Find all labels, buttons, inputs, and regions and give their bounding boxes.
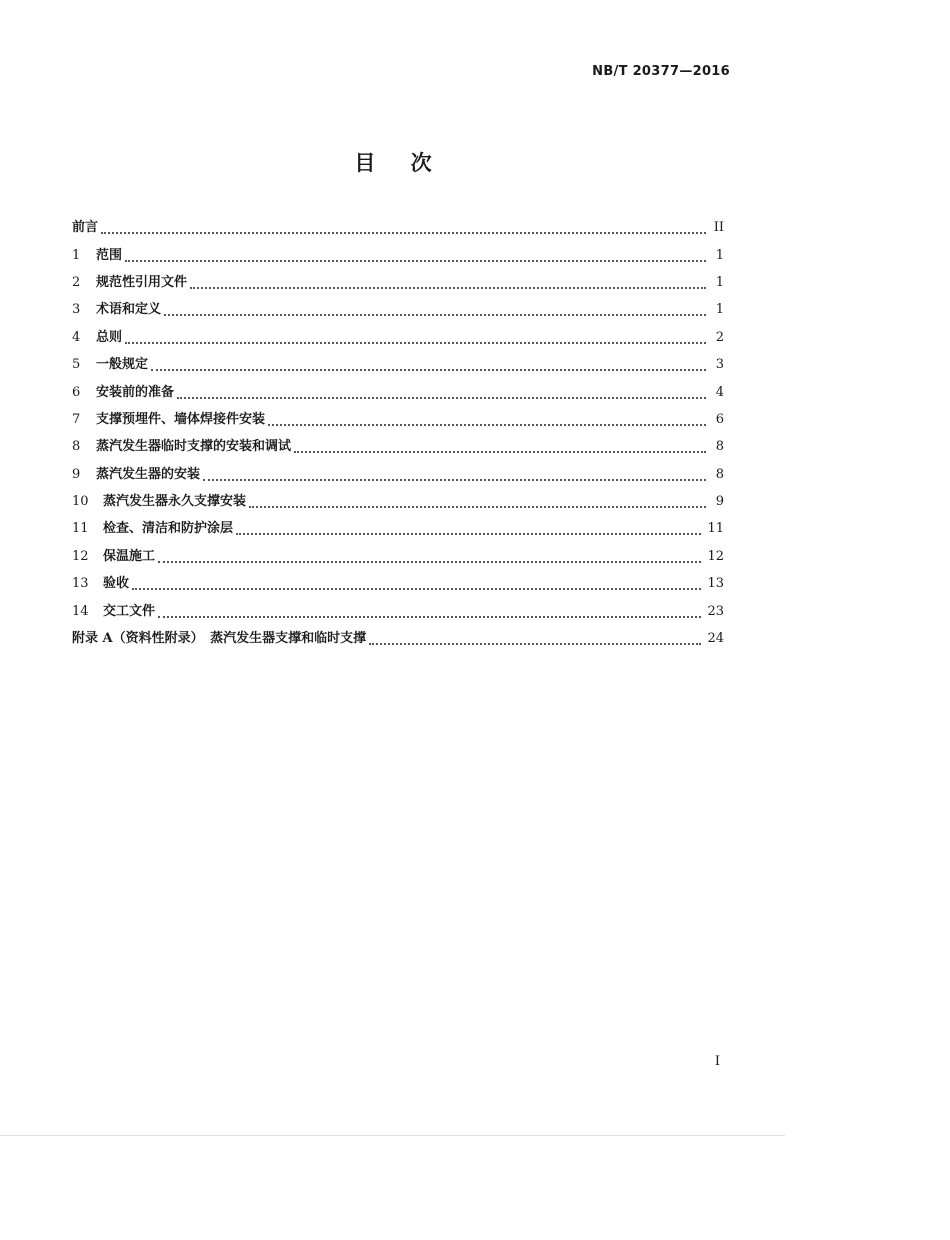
toc-leader-dots (236, 520, 701, 535)
toc-entry-number: 6 (72, 384, 81, 400)
toc-leader-dots (369, 630, 701, 645)
toc-entry-page: 8 (715, 439, 724, 455)
toc-entry-label: 术语和定义 (96, 302, 162, 318)
toc-leader-dots (164, 301, 706, 316)
toc-entry-label: 保温施工 (103, 548, 156, 564)
toc-entry-label: 交工文件 (103, 603, 156, 619)
toc-entry-label: 验收 (103, 576, 130, 592)
toc-entry-page: 11 (707, 521, 724, 537)
toc-entry-4[interactable] (72, 324, 724, 351)
toc-entry-label: 蒸汽发生器永久支撑安装 (103, 494, 247, 510)
toc-entry-foreword[interactable] (72, 214, 724, 241)
toc-leader-dots (177, 384, 706, 399)
toc-entry-page: 1 (715, 247, 724, 263)
toc-entry-page: 13 (707, 576, 724, 592)
toc-entry-8[interactable] (72, 433, 724, 460)
toc-entry-6[interactable] (72, 378, 724, 405)
toc-entry-14[interactable] (72, 597, 724, 624)
toc-entry-page: 2 (715, 329, 724, 345)
toc-entry-page: 4 (715, 384, 724, 400)
toc-entry-number: 3 (72, 302, 81, 318)
toc-entry-page: 1 (715, 274, 724, 290)
toc-entry-10[interactable] (72, 488, 724, 515)
toc-leader-dots (101, 219, 706, 234)
toc-entry-7[interactable] (72, 406, 724, 433)
toc-entry-number: 11 (72, 521, 89, 537)
toc-leader-dots (158, 548, 701, 563)
toc-entry-label: 检查、清洁和防护涂层 (103, 521, 234, 537)
toc-entry-number: 7 (72, 411, 81, 427)
toc-entry-number: 2 (72, 274, 81, 290)
toc-entry-label: 总则 (96, 329, 123, 345)
toc-entry-label: 安装前的准备 (96, 384, 175, 400)
page-number: I (714, 1054, 720, 1069)
table-of-contents (72, 214, 724, 652)
toc-leader-dots (294, 438, 706, 453)
toc-entry-13[interactable] (72, 570, 724, 597)
toc-entry-number: 5 (72, 357, 81, 373)
page-bottom-divider (0, 1135, 785, 1136)
toc-entry-page: 6 (715, 411, 724, 427)
toc-entry-page: 8 (715, 466, 724, 482)
toc-entry-page: 1 (715, 302, 724, 318)
toc-entry-page: 3 (715, 357, 724, 373)
toc-leader-dots (268, 411, 706, 426)
toc-entry-number: 14 (72, 603, 89, 619)
toc-entry-label: 范围 (96, 247, 123, 263)
toc-leader-dots (132, 575, 701, 590)
toc-leader-dots (190, 274, 706, 289)
toc-entry-12[interactable] (72, 543, 724, 570)
toc-leader-dots (151, 356, 706, 371)
toc-entry-label: 一般规定 (96, 357, 149, 373)
toc-entry-label: 规范性引用文件 (96, 274, 188, 290)
toc-entry-number: 4 (72, 329, 81, 345)
toc-leader-dots (249, 493, 706, 508)
toc-entry-label: 蒸汽发生器临时支撑的安装和调试 (96, 439, 292, 455)
toc-leader-dots (125, 329, 706, 344)
toc-entry-number: 9 (72, 466, 81, 482)
toc-entry-label: 附录 A（资料性附录） 蒸汽发生器支撑和临时支撑 (72, 631, 367, 647)
toc-entry-page: 9 (715, 494, 724, 510)
toc-entry-5[interactable] (72, 351, 724, 378)
toc-entry-2[interactable] (72, 269, 724, 296)
toc-entry-label: 蒸汽发生器的安装 (96, 466, 201, 482)
toc-entry-number: 10 (72, 494, 89, 510)
toc-leader-dots (158, 603, 701, 618)
toc-entry-number: 13 (72, 576, 89, 592)
toc-leader-dots (203, 466, 706, 481)
toc-entry-1[interactable] (72, 241, 724, 268)
toc-entry-number: 1 (72, 247, 81, 263)
toc-entry-page: 24 (707, 631, 724, 647)
toc-entry-page: 12 (707, 548, 724, 564)
toc-entry-page: 23 (707, 603, 724, 619)
toc-entry-number: 8 (72, 439, 81, 455)
toc-entry-number: 12 (72, 548, 89, 564)
toc-leader-dots (125, 247, 706, 262)
toc-entry-appendix-a[interactable] (72, 625, 724, 652)
toc-entry-page: II (713, 220, 724, 236)
toc-entry-label: 支撑预埋件、墙体焊接件安装 (96, 411, 266, 427)
page-title: 目 次 (354, 151, 446, 175)
toc-entry-9[interactable] (72, 461, 724, 488)
standard-number: NB/T 20377—2016 (592, 64, 730, 79)
toc-entry-11[interactable] (72, 515, 724, 542)
toc-entry-3[interactable] (72, 296, 724, 323)
toc-entry-label: 前言 (72, 220, 99, 236)
